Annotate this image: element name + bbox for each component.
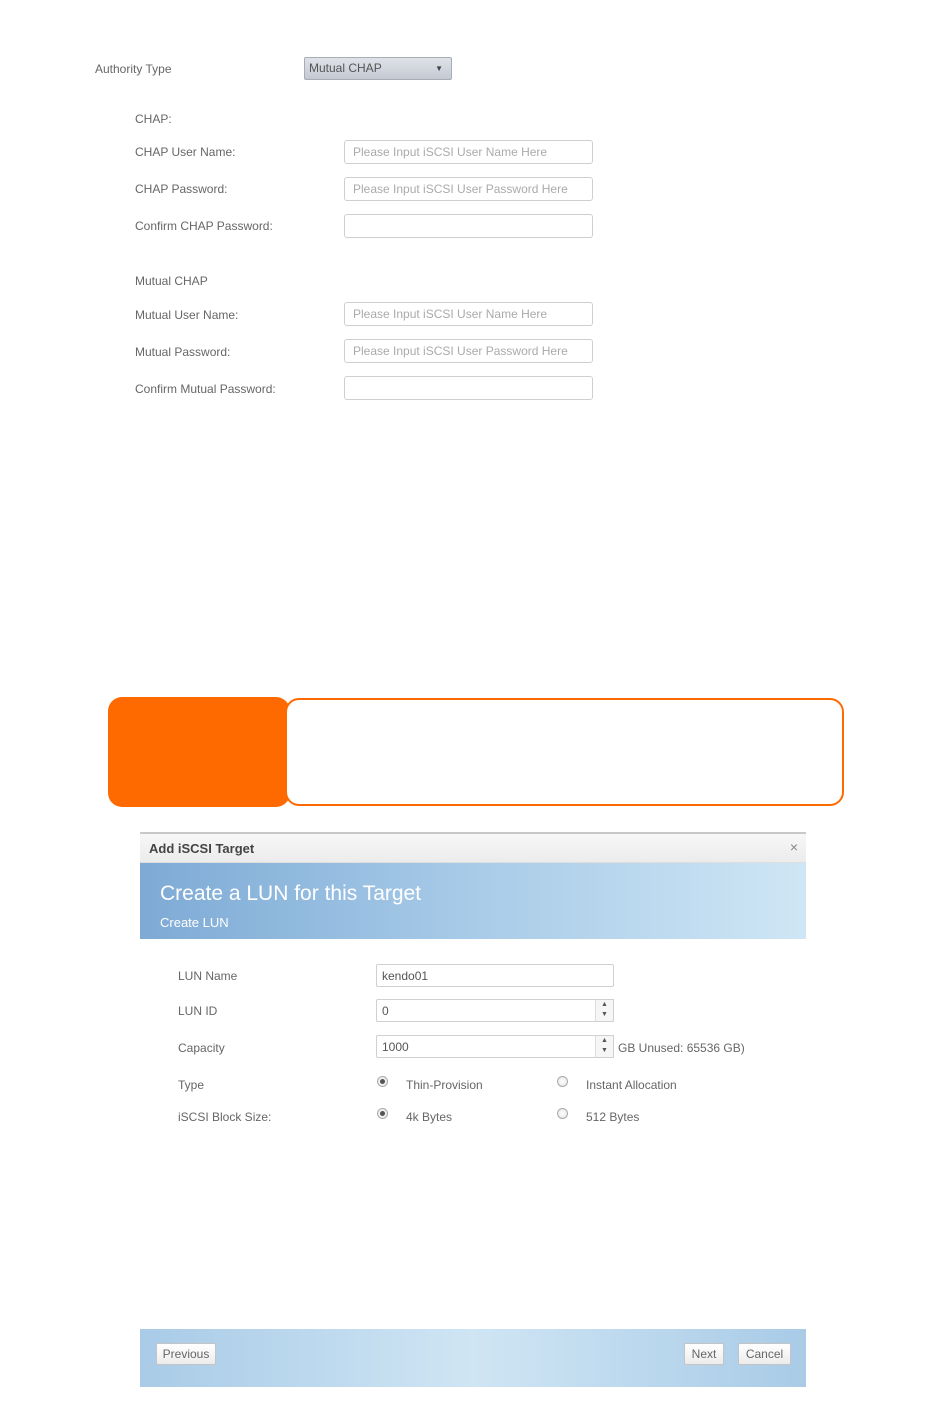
- block-512-label[interactable]: 512 Bytes: [586, 1110, 640, 1124]
- dialog-titlebar: [140, 834, 806, 863]
- capacity-unused-text: GB Unused: 65536 GB): [618, 1041, 745, 1055]
- banner-title: Create a LUN for this Target: [160, 882, 422, 905]
- instant-allocation-radio[interactable]: [557, 1076, 568, 1087]
- add-iscsi-target-dialog: [140, 832, 806, 1387]
- confirm-chap-password-label: Confirm CHAP Password:: [135, 219, 273, 233]
- dialog-title: Add iSCSI Target: [149, 841, 255, 856]
- lun-id-stepper[interactable]: [595, 999, 614, 1022]
- previous-button[interactable]: Previous: [156, 1343, 216, 1365]
- lun-name-input[interactable]: [376, 964, 614, 987]
- cancel-button[interactable]: Cancel: [738, 1343, 791, 1365]
- lun-id-label: LUN ID: [178, 1004, 218, 1018]
- authority-type-label: Authority Type: [95, 62, 172, 76]
- confirm-chap-password-input[interactable]: [344, 214, 593, 238]
- dialog-footer: [140, 1329, 806, 1387]
- chap-user-name-input[interactable]: [344, 140, 593, 164]
- chap-section-title: CHAP:: [135, 112, 172, 126]
- chap-password-label: CHAP Password:: [135, 182, 228, 196]
- instant-allocation-label[interactable]: Instant Allocation: [586, 1078, 677, 1092]
- capacity-label: Capacity: [178, 1041, 225, 1055]
- note-callout-box: [285, 698, 844, 806]
- mutual-password-input[interactable]: [344, 339, 593, 363]
- block-size-label: iSCSI Block Size:: [178, 1110, 272, 1124]
- decrement-icon[interactable]: ▼: [601, 1047, 608, 1054]
- banner-subtitle: Create LUN: [160, 915, 229, 930]
- mutual-user-name-label: Mutual User Name:: [135, 308, 239, 322]
- mutual-chap-section-title: Mutual CHAP: [135, 274, 208, 288]
- chevron-down-icon: ▼: [435, 64, 443, 73]
- authority-type-select[interactable]: [304, 57, 452, 80]
- type-label: Type: [178, 1078, 205, 1092]
- note-callout-tab: [108, 697, 290, 807]
- increment-icon[interactable]: ▲: [601, 1001, 608, 1008]
- confirm-mutual-password-label: Confirm Mutual Password:: [135, 382, 276, 396]
- capacity-input[interactable]: [376, 1035, 596, 1058]
- thin-provision-radio[interactable]: [377, 1076, 388, 1087]
- chap-user-name-label: CHAP User Name:: [135, 145, 236, 159]
- mutual-user-name-input[interactable]: [344, 302, 593, 326]
- next-button[interactable]: Next: [684, 1343, 724, 1365]
- thin-provision-label[interactable]: Thin-Provision: [406, 1078, 483, 1092]
- block-4k-label[interactable]: 4k Bytes: [406, 1110, 453, 1124]
- mutual-password-label: Mutual Password:: [135, 345, 231, 359]
- block-4k-radio[interactable]: [377, 1108, 388, 1119]
- increment-icon[interactable]: ▲: [601, 1037, 608, 1044]
- lun-name-label: LUN Name: [178, 969, 238, 983]
- block-512-radio[interactable]: [557, 1108, 568, 1119]
- lun-id-input[interactable]: [376, 999, 596, 1022]
- confirm-mutual-password-input[interactable]: [344, 376, 593, 400]
- close-icon[interactable]: ×: [789, 839, 798, 855]
- authority-type-value: Mutual CHAP: [309, 61, 382, 75]
- chap-password-input[interactable]: [344, 177, 593, 201]
- capacity-stepper[interactable]: [595, 1035, 614, 1058]
- decrement-icon[interactable]: ▼: [601, 1011, 608, 1018]
